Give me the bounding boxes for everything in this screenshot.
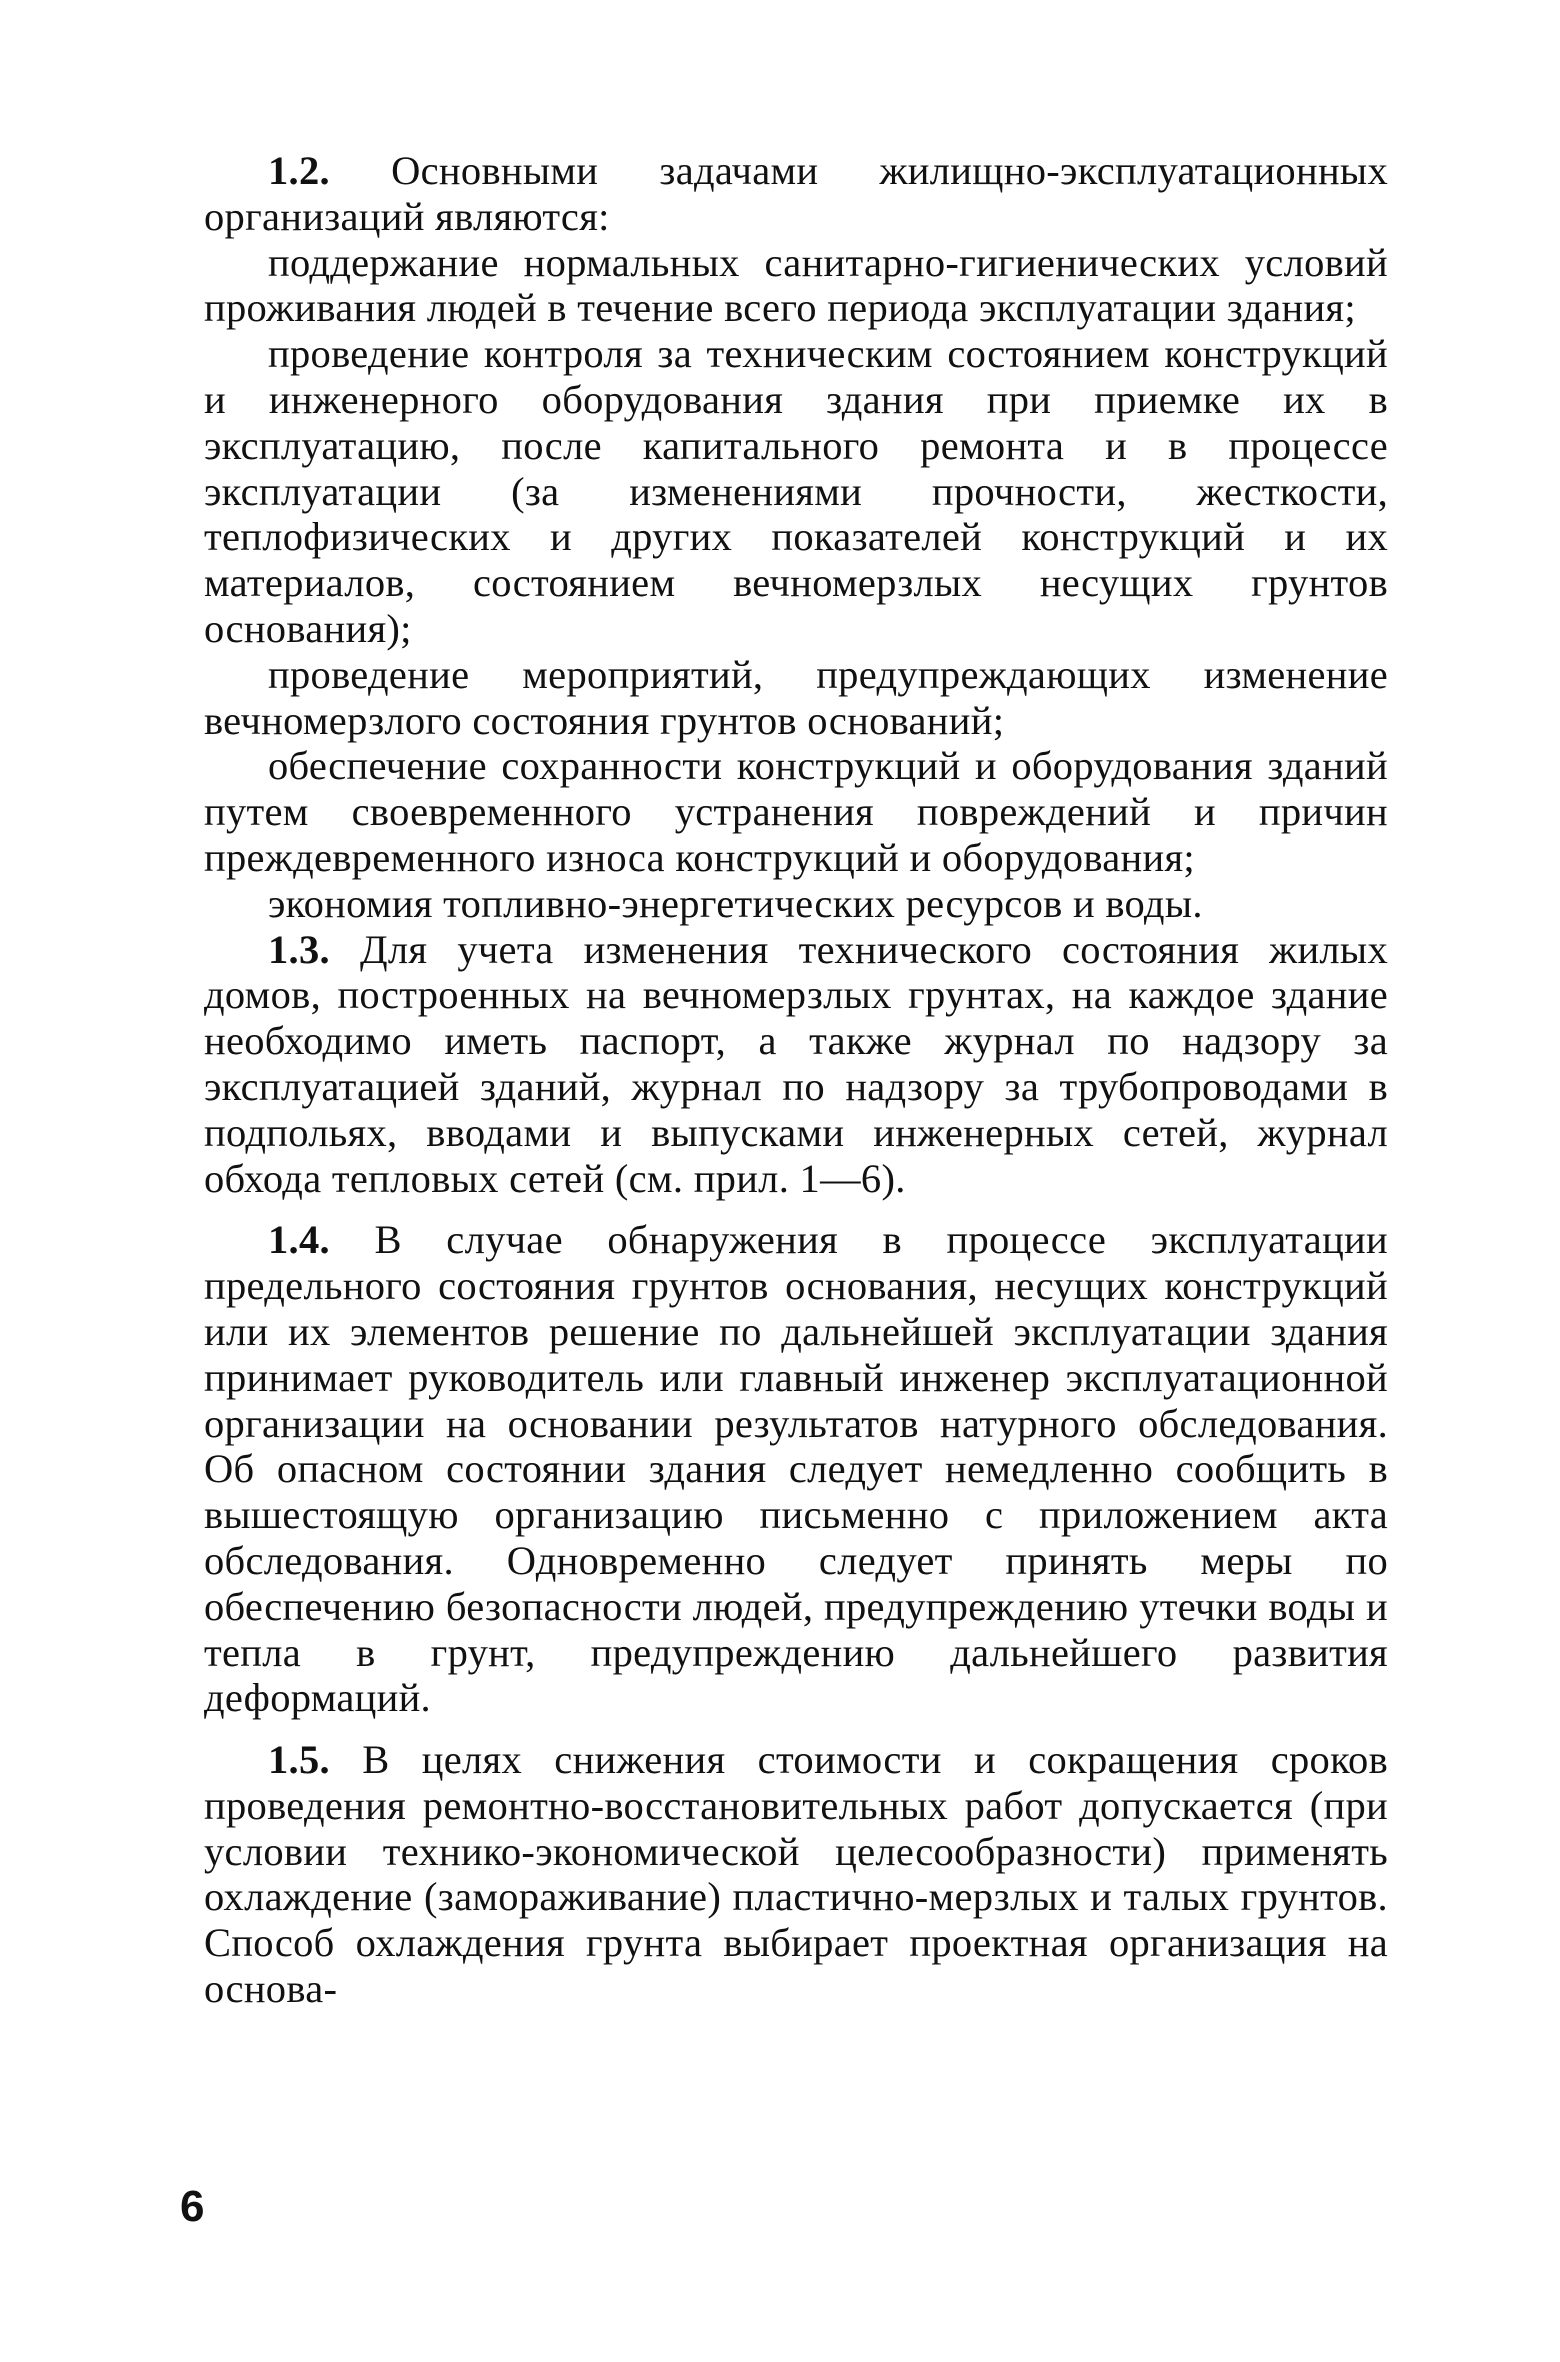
paragraph-text: Для учета изменения технического состояния жилых домов, построенных на вечномерзлых грунтах, на каждое здание необходимо иметь паспорт, а также журнал по надзору за эксплуатацией зданий, журнал по надзору за трубопроводами в подпольях, вводами и выпусками инженерных сетей, журнал обхода тепловых сетей (см. прил. 1—6). [204, 926, 1388, 1201]
paragraph-text: поддержание нормальных санитарно-гигиенических условий проживания людей в течение всего периода эксплуатации здания; [204, 239, 1388, 331]
clause-number: 1.4. [268, 1217, 330, 1263]
body-text [204, 148, 1388, 2012]
paragraph-1-3 [204, 927, 1388, 1202]
paragraph-text: В целях снижения стоимости и сокращения сроков проведения ремонтно-восстановительных работ допускается (при условии технико-экономической целесообразности) применять охлаждение (замораживание) пластично-мерзлых и талых грунтов. Способ охлаждения грунта выбирает проектная организация на основа- [204, 1737, 1388, 2012]
paragraph-1-2-item-sanitary [204, 240, 1388, 332]
paragraph-text: обеспечение сохранности конструкций и оборудования зданий путем своевременного устранения повреждений и причин преждевременного износа конструкций и оборудования; [204, 743, 1388, 880]
paragraph-1-2-item-preservation [204, 743, 1388, 880]
paragraph-1-2-item-economy [204, 881, 1388, 927]
clause-number: 1.3. [268, 926, 330, 972]
paragraph-text: проведение контроля за техническим состоянием конструкций и инженерного оборудования здания при приемке их в эксплуатацию, после капитального ремонта и в процессе эксплуатации (за изменениями прочности, жесткости, теплофизических и других показателей конструкций и их материалов, состоянием вечномерзлых несущих грунтов основания); [204, 331, 1388, 651]
clause-number: 1.5. [268, 1737, 330, 1783]
paragraph-1-2-item-control [204, 331, 1388, 652]
paragraph-text: проведение мероприятий, предупреждающих изменение вечномерзлого состояния грунтов оснований; [204, 651, 1388, 743]
paragraph-1-2-item-measures [204, 652, 1388, 744]
paragraph-1-5 [204, 1737, 1388, 2012]
page-number: 6 [180, 2182, 205, 2231]
paragraph-text: экономия топливно-энергетических ресурсов и воды. [268, 880, 1203, 926]
paragraph-text: Основными задачами жилищно-эксплуатационных организаций являются: [204, 148, 1388, 239]
paragraph-1-4 [204, 1217, 1388, 1721]
paragraph-1-2 [204, 148, 1388, 240]
clause-number: 1.2. [268, 148, 330, 193]
paragraph-text: В случае обнаружения в процессе эксплуатации предельного состояния грунтов основания, несущих конструкций или их элементов решение по дальнейшей эксплуатации здания принимает руководитель или главный инженер эксплуатационной организации на основании результатов натурного обследования. Об опасном состоянии здания следует немедленно сообщить в вышестоящую организацию письменно с приложением акта обследования. Одновременно следует принять меры по обеспечению безопасности людей, предупреждению утечки воды и тепла в грунт, предупреждению дальнейшего развития деформаций. [204, 1217, 1388, 1721]
